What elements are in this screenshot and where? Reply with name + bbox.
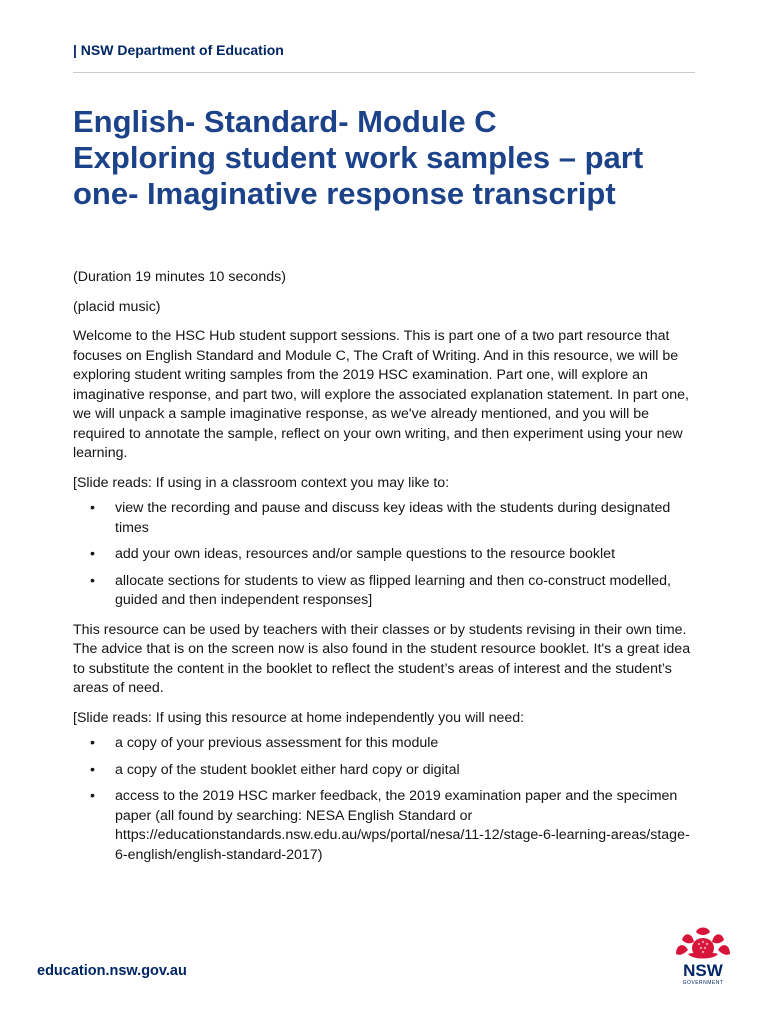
department-header: | NSW Department of Education <box>73 42 284 58</box>
list-item <box>73 499 698 538</box>
list-item-text: a copy of your previous assessment for this module <box>115 735 439 751</box>
footer-website-link[interactable]: education.nsw.gov.au <box>37 963 187 979</box>
list-item-text: add your own ideas, resources and/or sample questions to the resource booklet <box>115 546 616 562</box>
list-item <box>73 734 698 754</box>
nsw-waratah-logo <box>670 924 736 986</box>
bullet-icon: • <box>90 788 95 804</box>
list-item <box>73 572 698 611</box>
logo-government-text: GOVERNMENT <box>682 980 724 986</box>
list-item <box>73 545 698 565</box>
slide-1-intro: [Slide reads: If using in a classroom context you may like to: <box>73 474 450 491</box>
duration-note: (Duration 19 minutes 10 seconds) <box>73 269 286 285</box>
list-item-text: a copy of the student booklet either hard copy or digital <box>115 761 460 778</box>
document-title <box>73 104 713 212</box>
list-item-text: access to the 2019 HSC marker feedback, the 2019 examination paper and the specimen paper (all found by searching: NESA English Standard or https://educationstandards.nsw.edu.au/wps/portal/nesa/11-12/stage-6-learning-areas/stage-6-english/english-standard-2017) <box>115 788 690 863</box>
list-item <box>73 761 698 781</box>
bullet-icon: • <box>90 761 95 778</box>
slide-2-intro: [Slide reads: If using this resource at home independently you will need: <box>73 709 525 726</box>
bullet-icon: • <box>90 735 95 751</box>
list-item <box>73 787 698 865</box>
bullet-icon: • <box>90 572 95 589</box>
list-item-text: allocate sections for students to view as flipped learning and then co-construct modelled, guided and then independent responses] <box>115 572 671 608</box>
logo-nsw-text: NSW <box>683 961 723 980</box>
title-line-1: English- Standard- Module C <box>73 104 497 139</box>
bullet-icon: • <box>90 500 95 516</box>
title-line-2: Exploring student work samples – part <box>73 140 644 175</box>
resource-paragraph: This resource can be used by teachers with their classes or by students revising in their own time. The advice that is on the screen now is also found in the student resource booklet. It's a great idea to substitute the content in the booklet to reflect the student’s areas of interest and the student’s areas of need. <box>73 621 691 696</box>
transcript-body <box>73 268 698 875</box>
title-line-3: one- Imaginative response transcript <box>73 176 616 211</box>
music-note: (placid music) <box>73 298 161 315</box>
header-divider <box>73 72 695 73</box>
list-item-text: view the recording and pause and discuss key ideas with the students during designated times <box>115 500 671 536</box>
intro-paragraph: Welcome to the HSC Hub student support sessions. This is part one of a two part resource that focuses on English Standard and Module C, The Craft of Writing. And in this resource, we will be exploring student writing samples from the 2019 HSC examination. Part one, will explore an imaginative response, and part two, will explore the associated explanation statement. In part one, we will unpack a sample imaginative response, as we've already mentioned, and you will be required to annotate the sample, reflect on your own writing, and then experiment using your new learning. <box>73 328 689 461</box>
slide-1-list <box>73 499 698 611</box>
bullet-icon: • <box>90 546 95 562</box>
slide-2-list <box>73 734 698 865</box>
